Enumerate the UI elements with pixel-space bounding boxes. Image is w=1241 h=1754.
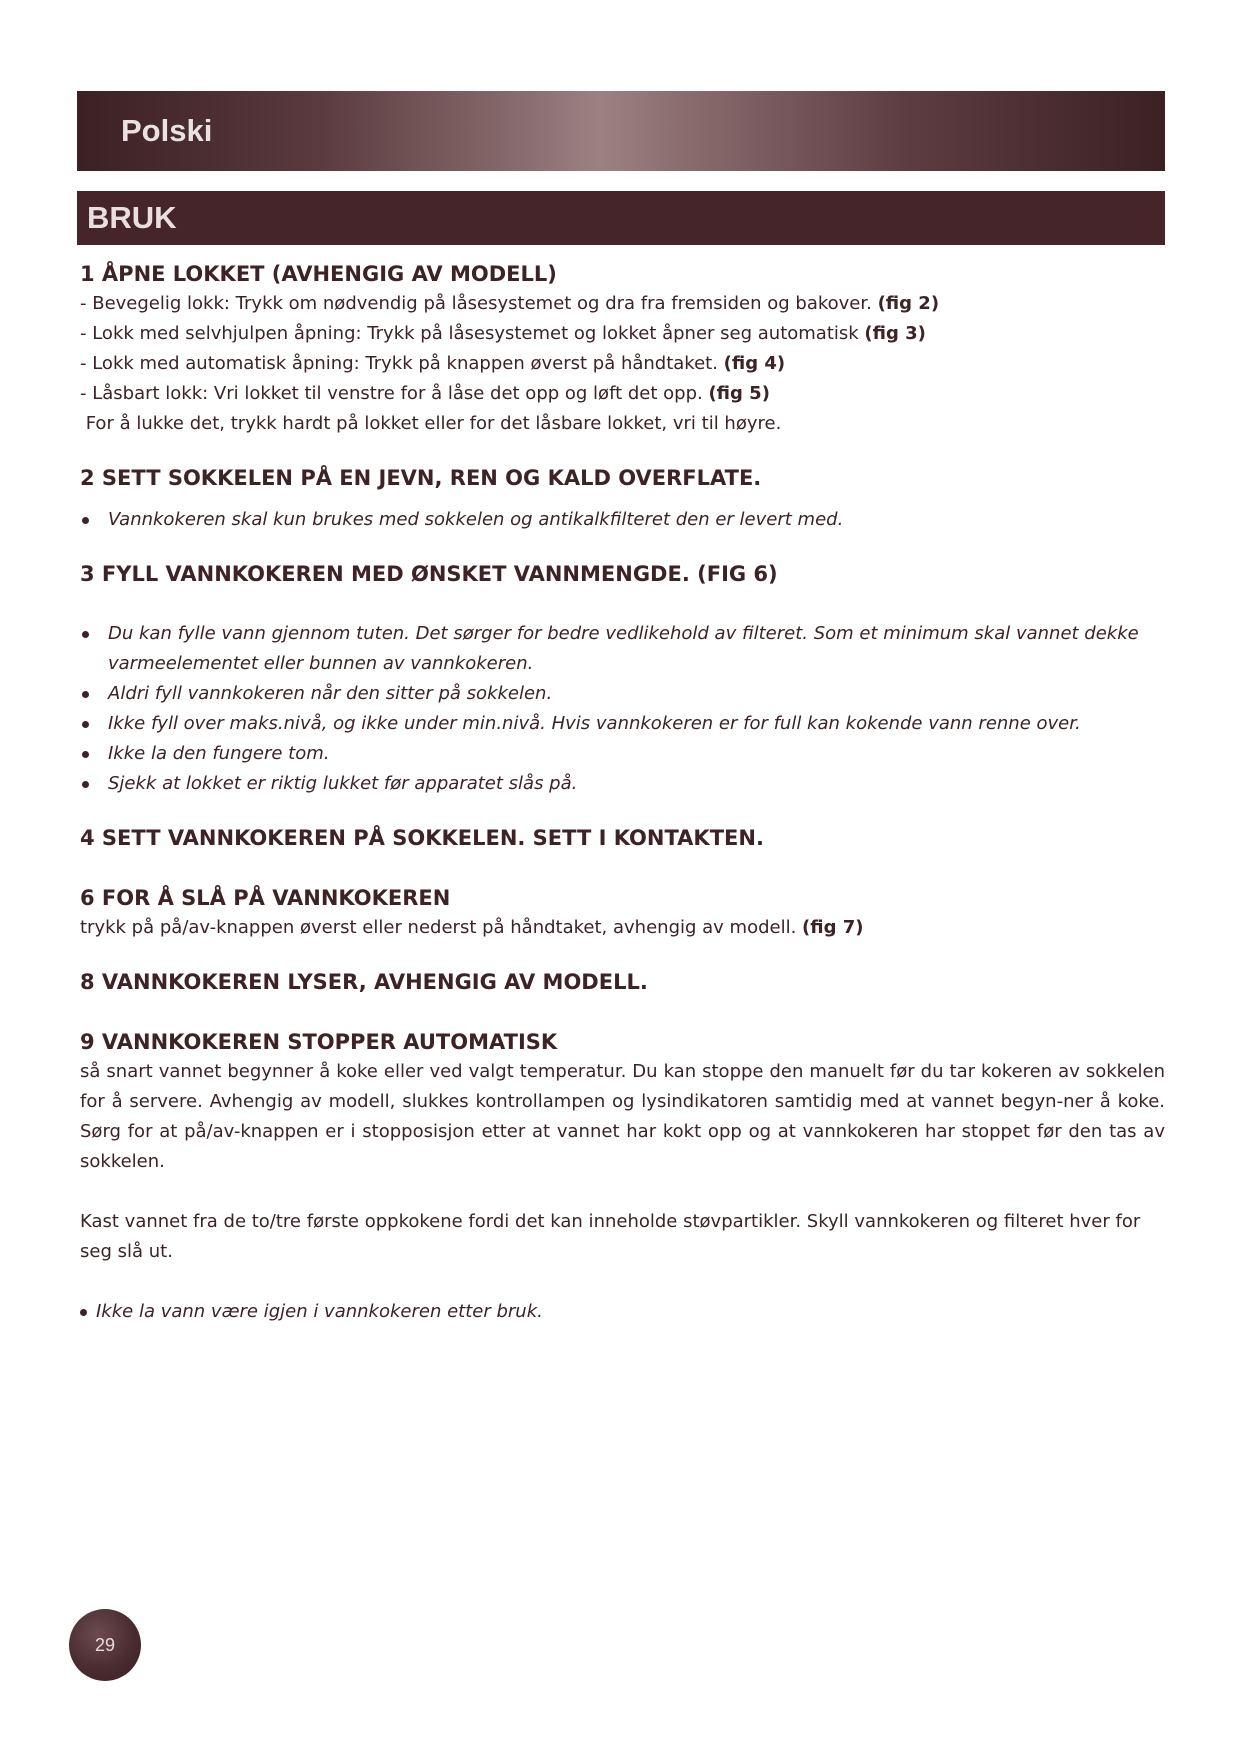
bullet-icon xyxy=(82,631,89,638)
step9-heading: 9 VANNKOKEREN STOPPER AUTOMATISK xyxy=(80,1030,558,1054)
language-banner xyxy=(77,91,1165,171)
page-number-badge xyxy=(69,1609,141,1681)
step1-heading: 1 ÅPNE LOKKET (AVHENGIG AV MODELL) xyxy=(80,262,557,286)
page-number: 29 xyxy=(94,1634,116,1655)
note-bullets xyxy=(80,1297,1165,1327)
list-item: Ikke la den fungere tom. xyxy=(80,739,1165,769)
list-item: Ikke la vann være igjen i vannkokeren etter bruk. xyxy=(80,1297,1165,1327)
step8-heading: 8 VANNKOKEREN LYSER, AVHENGIG AV MODELL. xyxy=(80,970,648,994)
list-item: Aldri fyll vannkokeren når den sitter på sokkelen. xyxy=(80,679,1165,709)
bullet-icon xyxy=(82,721,89,728)
step2-heading: 2 SETT SOKKELEN PÅ EN JEVN, REN OG KALD OVERFLATE. xyxy=(80,466,762,490)
step1-closing: For å lukke det, trykk hardt på lokket eller for det låsbare lokket, vri til høyre. xyxy=(80,413,782,434)
list-item: Sjekk at lokket er riktig lukket før apparatet slås på. xyxy=(80,769,1165,799)
section-title: BRUK xyxy=(87,200,177,235)
language-title: Polski xyxy=(121,113,213,148)
bullet-icon xyxy=(80,1309,87,1316)
list-item: Vannkokeren skal kun brukes med sokkelen og antikalkfilteret den er levert med. xyxy=(80,505,1165,535)
fig-ref: (fig 4) xyxy=(723,353,786,374)
step6-heading: 6 FOR Å SLÅ PÅ VANNKOKEREN xyxy=(80,886,451,910)
step1-line: - Lokk med selvhjulpen åpning: Trykk på låsesystemet og lokket åpner seg automatisk (fig 3) xyxy=(80,323,926,344)
bullet-icon xyxy=(82,691,89,698)
fig-ref: (fig 7) xyxy=(802,917,864,938)
step3-bullets xyxy=(80,619,1165,799)
fig-ref: (fig 5) xyxy=(708,383,770,404)
step3-heading: 3 FYLL VANNKOKEREN MED ØNSKET VANNMENGDE. (FIG 6) xyxy=(80,562,778,586)
step6-text: trykk på på/av-knappen øverst eller nederst på håndtaket, avhengig av modell. (fig 7) xyxy=(80,917,864,938)
bullet-icon xyxy=(82,517,89,524)
list-item: Ikke fyll over maks.nivå, og ikke under min.nivå. Hvis vannkokeren er for full kan kokende vann renne over. xyxy=(80,709,1165,739)
section-header xyxy=(77,191,1165,245)
step1-line: - Bevegelig lokk: Trykk om nødvendig på låsesystemet og dra fra fremsiden og bakover. (fig 2) xyxy=(80,293,940,314)
step1-line: - Lokk med automatisk åpning: Trykk på knappen øverst på håndtaket. (fig 4) xyxy=(80,353,786,374)
step4-heading: 4 SETT VANNKOKEREN PÅ SOKKELEN. SETT I KONTAKTEN. xyxy=(80,826,764,850)
bullet-icon xyxy=(82,781,89,788)
step2-bullets xyxy=(80,505,1165,535)
document-body xyxy=(80,259,1165,1327)
step1-line: - Låsbart lokk: Vri lokket til venstre for å låse det opp og løft det opp. (fig 5) xyxy=(80,383,770,404)
note-text: Kast vannet fra de to/tre første oppkokene fordi det kan inneholde støvpartikler. Skyll vannkokeren og filteret hver for seg slå ut. xyxy=(80,1211,1141,1262)
step9-text: så snart vannet begynner å koke eller ved valgt temperatur. Du kan stoppe den manuelt før du tar kokeren av sokkelen for å servere. Avhengig av modell, slukkes kontrollampen og lysindikatoren samtidig med at vannet begyn-ner å koke. Sørg for at på/av-knappen er i stopposisjon etter at vannet har kokt opp og at vannkokeren har stoppet før den tas av sokkelen. xyxy=(80,1061,1165,1172)
list-item: Du kan fylle vann gjennom tuten. Det sørger for bedre vedlikehold av filteret. Som et minimum skal vannet dekke varmeelementet eller bunnen av vannkokeren. xyxy=(80,619,1165,679)
fig-ref: (fig 3) xyxy=(864,323,926,344)
fig-ref: (fig 2) xyxy=(877,293,940,314)
bullet-icon xyxy=(82,751,89,758)
